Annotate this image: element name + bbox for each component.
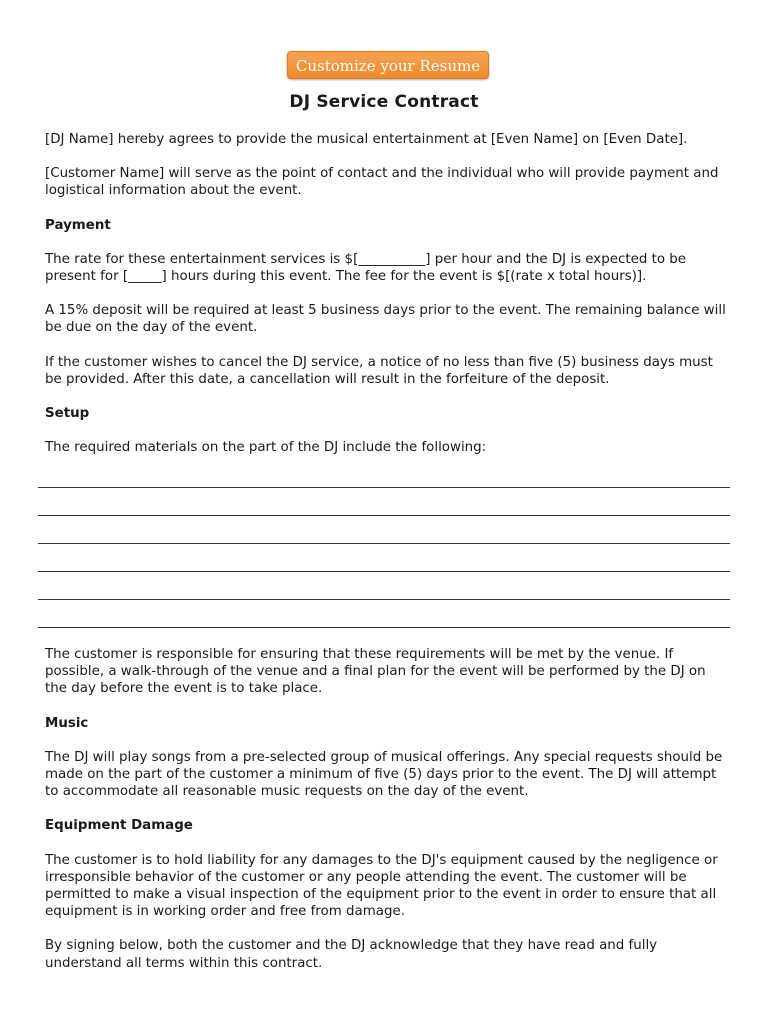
payment-paragraph-2: A 15% deposit will be required at least 5 business days prior to the event. The remaining balance will be due on the day of the event.: [45, 303, 726, 336]
music-heading: Music: [45, 715, 89, 731]
document-title: DJ Service Contract: [289, 92, 479, 112]
acknowledgement-paragraph: By signing below, both the customer and the DJ acknowledge that they have read and fully understand all terms within this contract.: [45, 938, 658, 971]
payment-paragraph-1: The rate for these entertainment services is $[__________] per hour and the DJ is expected to be present for [_____] hours during this event. The fee for the event is $[(rate x total hours)].: [45, 251, 687, 285]
equipment-paragraph-1: The customer is to hold liability for any damages to the DJ's equipment caused by the negligence or irresponsible behavior of the customer or any people attending the event. The customer will be permitted to make a visual inspection of the equipment prior to the event in order to ensure that all equipment is in working order and free from damage.: [45, 852, 718, 920]
customize-resume-button[interactable]: Customize your Resume: [287, 51, 489, 79]
materials-blank-lines: [38, 487, 730, 655]
contract-body-top: [45, 131, 730, 473]
blank-line[interactable]: [38, 627, 730, 628]
cta-wrapper: [0, 51, 768, 79]
blank-line[interactable]: [38, 515, 730, 516]
payment-paragraph-3: If the customer wishes to cancel the DJ service, a notice of no less than five (5) business days must be provided. After this date, a cancellation will result in the forfeiture of the deposit.: [45, 354, 713, 387]
blank-line[interactable]: [38, 599, 730, 600]
contract-body-bottom: [45, 646, 730, 989]
setup-heading: Setup: [45, 406, 90, 422]
equipment-damage-heading: Equipment Damage: [45, 818, 193, 834]
intro-paragraph-2: [Customer Name] will serve as the point of contact and the individual who will provide payment and logistical information about the event.: [45, 166, 719, 199]
payment-heading: Payment: [45, 217, 111, 233]
blank-line[interactable]: [38, 571, 730, 572]
blank-line[interactable]: [38, 543, 730, 544]
setup-paragraph-2: The customer is responsible for ensuring that these requirements will be met by the venue. If possible, a walk-through of the venue and a final plan for the event will be performed by the DJ on the day before the event is to take place.: [45, 647, 706, 697]
blank-line[interactable]: [38, 487, 730, 488]
intro-paragraph-1: [DJ Name] hereby agrees to provide the musical entertainment at [Even Name] on [Even Date].: [45, 132, 688, 147]
setup-paragraph-1: The required materials on the part of the DJ include the following:: [45, 440, 487, 456]
music-paragraph-1: The DJ will play songs from a pre-selected group of musical offerings. Any special requests should be made on the part of the customer a minimum of five (5) days prior to the event. The DJ will attempt to accommodate all reasonable music requests on the day of the event.: [45, 749, 723, 800]
